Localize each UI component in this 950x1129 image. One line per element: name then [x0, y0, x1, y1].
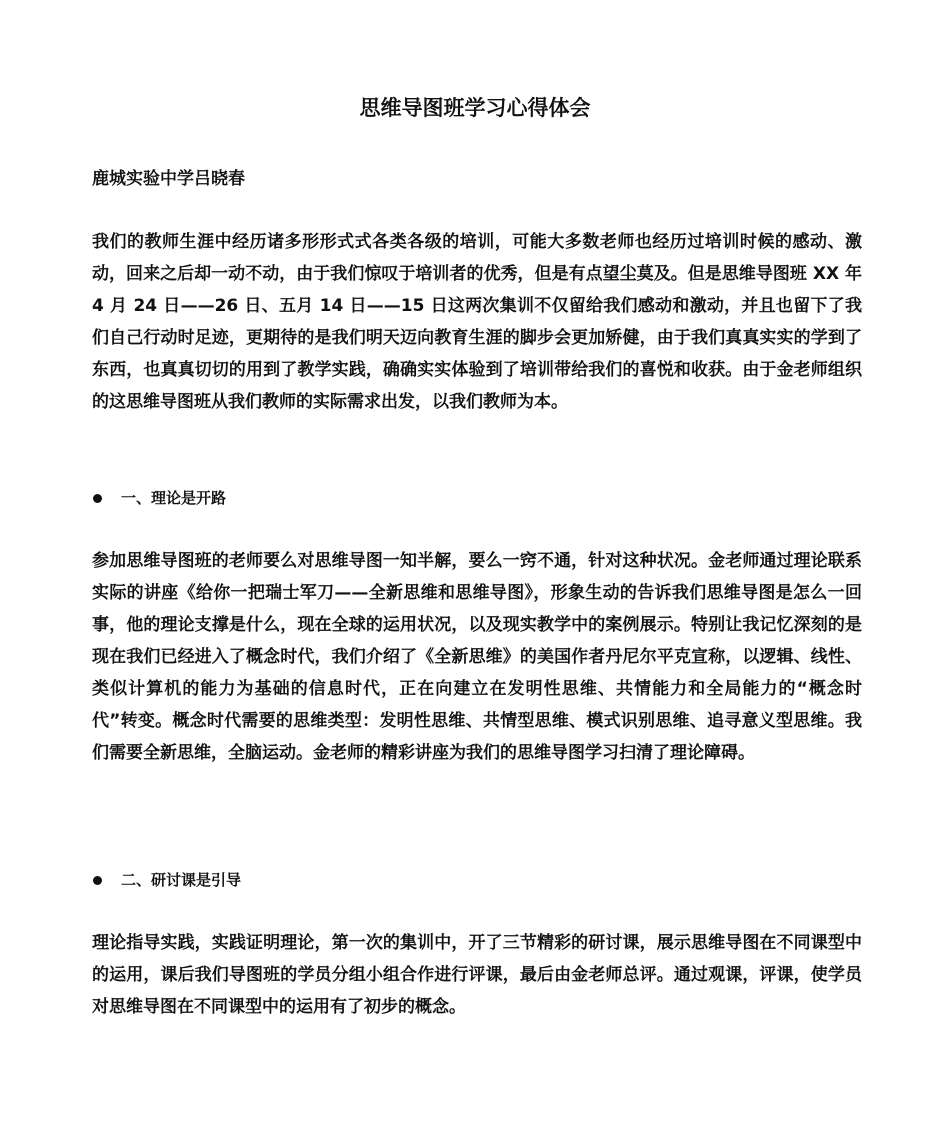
author-line: 鹿城实验中学吕晓春: [92, 169, 245, 189]
intro-paragraph: 我们的教师生涯中经历诸多形形式式各类各级的培训，可能大多数老师也经历过培训时候的感动、激动，回来之后却一动不动，由于我们惊叹于培训者的优秀，但是有点望尘莫及。但是思维导图班 XX 年 4 月 24 日——26 日、五月 14 日——15 日这两次集训不仅留给我们感动和激动，并且也留下了我们自己行动时足迹，更期待的是我们明天迈向教育生涯的脚步会更加矫健，由于我们真真实实的学到了东西，也真真切切的用到了教学实践，确确实实体验到了培训带给我们的喜悦和收获。由于金老师组织的这思维导图班从我们教师的实际需求出发，以我们教师为本。: [92, 232, 862, 412]
seminar-paragraph: 理论指导实践，实践证明理论，第一次的集训中，开了三节精彩的研讨课，展示思维导图在不同课型中的运用，课后我们导图班的学员分组小组合作进行评课，最后由金老师总评。通过观课，评课，使学员对思维导图在不同课型中的运用有了初步的概念。: [92, 933, 862, 1017]
section-heading-label: 二、研讨课是引导: [121, 871, 242, 889]
bullet-icon: [93, 876, 102, 885]
section-heading-label: 一、理论是开路: [121, 489, 227, 507]
theory-paragraph: 参加思维导图班的老师要么对思维导图一知半解，要么一窍不通，针对这种状况。金老师通过理论联系实际的讲座《给你一把瑞士军刀——全新思维和思维导图》，形象生动的告诉我们思维导图是怎么一回事，他的理论支撑是什么，现在全球的运用状况，以及现实教学中的案例展示。特别让我记忆深刻的是现在我们已经进入了概念时代，我们介绍了《全新思维》的美国作者丹尼尔平克宣称，以逻辑、线性、类似计算机的能力为基础的信息时代，正在向建立在发明性思维、共情能力和全局能力的“概念时代”转变。概念时代需要的思维类型：发明性思维、共情型思维、模式识别思维、追寻意义型思维。我们需要全新思维，全脑运动。金老师的精彩讲座为我们的思维导图学习扫清了理论障碍。: [92, 551, 862, 763]
bullet-icon: [93, 494, 102, 503]
section-heading-theory: [92, 486, 226, 510]
section-heading-seminar: [92, 868, 241, 892]
document-title: 思维导图班学习心得体会: [359, 96, 591, 120]
